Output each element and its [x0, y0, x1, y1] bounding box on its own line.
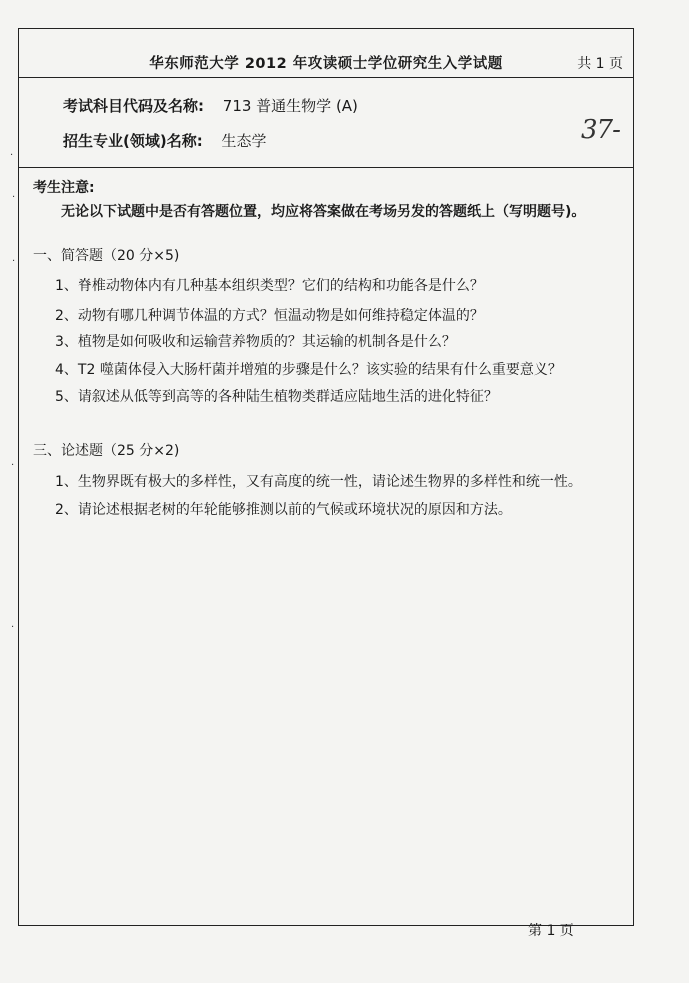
binding-mark: · [11, 622, 15, 633]
binding-mark: · [12, 192, 16, 203]
major-field [63, 130, 267, 151]
header-divider [19, 167, 633, 168]
binding-mark: · [11, 460, 15, 471]
question-3-2: 2、请论述根据老树的年轮能够推测以前的气候或环境状况的原因和方法。 [55, 502, 512, 518]
question-1-3: 3、植物是如何吸收和运输营养物质的？其运输的机制各是什么？ [55, 334, 456, 350]
total-pages: 共 1 页 [577, 56, 623, 72]
exam-title: 华东师范大学 2012 年攻读硕士学位研究生入学试题 [149, 56, 503, 72]
subject-value: 713 普通生物学 (A) [222, 97, 358, 115]
question-3-1: 1、生物界既有极大的多样性，又有高度的统一性，请论述生物界的多样性和统一性。 [55, 474, 582, 490]
handwritten-mark: 37- [581, 115, 620, 145]
question-1-1: 1、脊椎动物体内有几种基本组织类型？它们的结构和功能各是什么？ [55, 278, 484, 294]
question-1-2: 2、动物有哪几种调节体温的方式？恒温动物是如何维持稳定体温的？ [55, 308, 484, 324]
section-3-heading: 三、论述题（25 分×2) [33, 443, 180, 459]
binding-mark: · [12, 256, 16, 267]
subject-field [63, 95, 358, 116]
subject-label: 考试科目代码及名称: [63, 97, 204, 115]
notice-label: 考生注意: [33, 180, 95, 196]
title-divider [19, 77, 633, 78]
major-label: 招生专业(领域)名称: [63, 132, 203, 150]
page-number: 第 1 页 [528, 923, 574, 939]
question-1-4: 4、T2 噬菌体侵入大肠杆菌并增殖的步骤是什么？该实验的结果有什么重要意义？ [55, 362, 562, 378]
major-value: 生态学 [221, 132, 267, 150]
exam-sheet-frame [18, 28, 634, 926]
binding-mark: · [10, 150, 14, 161]
question-1-5: 5、请叙述从低等到高等的各种陆生植物类群适应陆地生活的进化特征？ [55, 389, 498, 405]
notice-text: 无论以下试题中是否有答题位置，均应将答案做在考场另发的答题纸上（写明题号)。 [61, 204, 586, 220]
section-1-heading: 一、简答题（20 分×5) [33, 248, 180, 264]
